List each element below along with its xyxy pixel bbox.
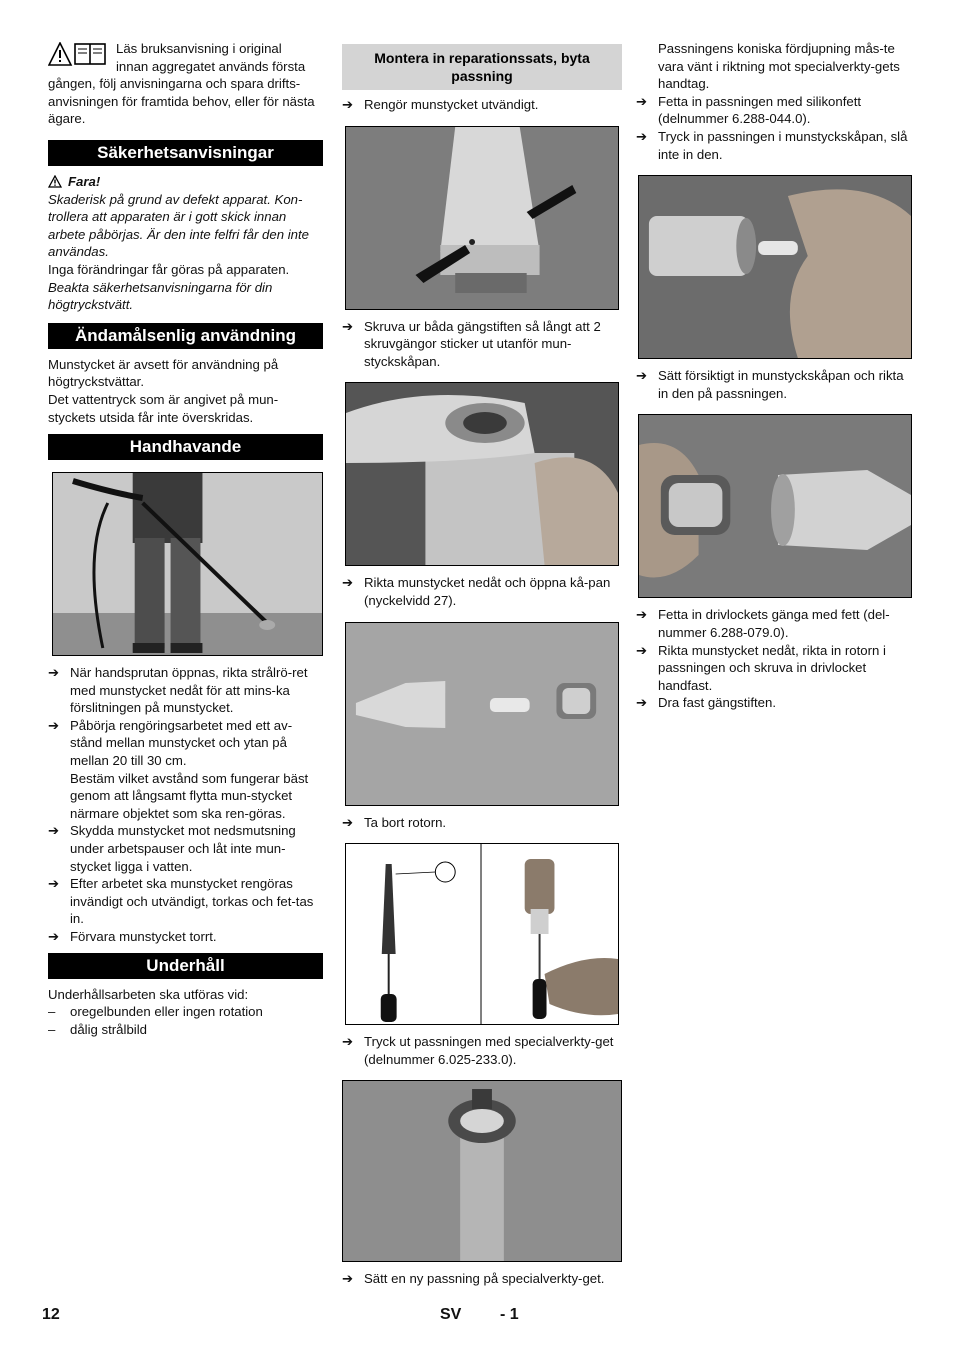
assembly-step-4: ➔ Fetta in drivlockets gänga med fett (del-nummer 6.288-079.0). (636, 607, 890, 640)
maintenance-intro: Underhållsarbeten ska utföras vid: (48, 986, 249, 1002)
intended-use-text-1: Munstycket är avsett för användning på högtryckstvättar. (48, 356, 279, 390)
operation-step-1: ➔ När handsprutan öppnas, rikta strålrö-ret med munstycket nedåt för att mins-ka förslitningen på munstycket. (48, 665, 308, 716)
arrow-icon: ➔ (636, 368, 648, 384)
photo-special-tool (345, 843, 619, 1025)
intro-line-1: Läs bruksanvisning i original (116, 41, 282, 56)
arrow-icon: ➔ (636, 642, 648, 658)
photo-new-seal-on-tool (342, 1080, 622, 1262)
manual-book-icon (75, 44, 105, 64)
assembly-step-5: ➔ Rikta munstycket nedåt, rikta in rotorn i passningen och skruva in drivlocket handfast. (636, 642, 886, 693)
photo-align-housing (638, 414, 912, 598)
heading-repair-kit: Montera in reparationssats, byta passning (342, 44, 622, 90)
arrow-icon: ➔ (342, 814, 354, 830)
assembly-step-6: ➔ Dra fast gängstiften. (636, 695, 777, 711)
column-left (48, 40, 323, 1038)
photo-press-seal-into-housing (638, 175, 912, 359)
footer-language: SV (440, 1306, 462, 1323)
arrow-icon: ➔ (342, 1034, 354, 1050)
danger-label: Fara! (68, 173, 101, 189)
footer-sub-page: - 1 (500, 1306, 519, 1323)
column-right (636, 40, 912, 712)
arrow-icon: ➔ (48, 823, 60, 839)
arrow-icon: ➔ (636, 607, 648, 623)
photo-operator-with-lance (52, 472, 323, 656)
intended-use-text-2: Det vattentryck som är angivet på mun-styckets utsida får inte överskridas. (48, 391, 279, 425)
heading-safety: Säkerhetsanvisningar (48, 140, 323, 166)
heading-intended-use: Ändamålsenlig användning (48, 323, 323, 349)
arrow-icon: ➔ (342, 97, 354, 112)
operation-step-4: ➔ Efter arbetet ska munstycket rengöras invändigt och utvändigt, torkas och fet-tas in. (48, 876, 314, 927)
assembly-step-3: ➔ Sätt försiktigt in munstyckskåpan och rikta in den på passningen. (636, 368, 904, 401)
photo-nozzle-set-screws (345, 126, 619, 310)
assembly-step-2: ➔ Tryck in passningen i munstyckskåpan, slå inte in den. (636, 128, 908, 162)
follow-rules-text: Beakta säkerhetsanvisningarna för din högtryckstvätt. (48, 279, 273, 313)
repair-step-1: ➔ Rengör munstycket utvändigt. (342, 97, 539, 112)
arrow-icon: ➔ (342, 575, 354, 591)
intro-line-2: innan aggregatet används första (116, 58, 306, 74)
photo-disassembled-parts (345, 622, 619, 806)
heading-maintenance: Underhåll (48, 953, 323, 979)
operation-step-5: ➔ Förvara munstycket torrt. (48, 929, 217, 944)
operation-step-2: ➔ Påbörja rengöringsarbetet med ett av-stånd mellan munstycket och ytan på mellan 20 till 30 cm. (48, 717, 293, 769)
danger-triangle-icon (48, 175, 62, 188)
warning-manual-icons (48, 42, 108, 66)
column-middle (342, 40, 622, 1288)
arrow-icon: ➔ (48, 717, 60, 733)
warning-triangle-icon (49, 43, 71, 65)
arrow-icon: ➔ (48, 929, 60, 944)
arrow-icon: ➔ (636, 93, 648, 109)
intro-block (48, 40, 323, 128)
arrow-icon: ➔ (48, 876, 60, 892)
page-number: 12 (42, 1306, 60, 1323)
assembly-step-1: ➔ Fetta in passningen med silikonfett (delnummer 6.288-044.0). (636, 93, 862, 127)
no-changes-text: Inga förändringar får göras på apparaten. (48, 261, 290, 277)
arrow-icon: ➔ (342, 318, 354, 334)
arrow-icon: ➔ (342, 1271, 354, 1287)
danger-label-row (48, 173, 323, 191)
repair-step-2: ➔ Skruva ur båda gängstiften så långt att 2 skruvgängor sticker ut utanför mun-styckskåpan. (342, 318, 601, 369)
intro-text: gången, följ anvisningarna och spara drifts-anvisningen för framtida behov, eller för nästa ägare. (48, 76, 315, 127)
repair-step-4: ➔ Ta bort rotorn. (342, 814, 447, 830)
repair-step-3: ➔ Rikta munstycket nedåt och öppna kå-pan (nyckelvidd 27). (342, 575, 611, 608)
maintenance-item-1: – oregelbunden eller ingen rotation (48, 1004, 263, 1020)
photo-wrench-open-cover (345, 382, 619, 566)
maintenance-item-2: – dålig strålbild (48, 1021, 147, 1037)
repair-step-6: ➔ Sätt en ny passning på specialverkty-get. (342, 1271, 605, 1287)
repair-step-5: ➔ Tryck ut passningen med specialverkty-get (delnummer 6.025-233.0). (342, 1034, 614, 1067)
operation-step-2-extra: Bestäm vilket avstånd som fungerar bäst genom att långsamt flytta mun-stycket närmare objektet som ska ren-göras. (70, 770, 309, 821)
arrow-icon: ➔ (48, 665, 60, 681)
operation-step-3: ➔ Skydda munstycket mot nedsmutsning under arbetspauser och låt inte mun-stycket ligga i vatten. (48, 823, 296, 874)
arrow-icon: ➔ (636, 695, 648, 711)
seal-orientation-note: Passningens koniska fördjupning mås-te vara vänt i riktning mot specialverkty-gets handtag. (658, 41, 900, 92)
arrow-icon: ➔ (636, 128, 648, 144)
danger-text: Skaderisk på grund av defekt apparat. Kon-trollera att apparaten är i gott skick innan arbete påbörjas. Är den inte felfri får den inte användas. (48, 191, 309, 260)
heading-operation: Handhavande (48, 434, 323, 460)
